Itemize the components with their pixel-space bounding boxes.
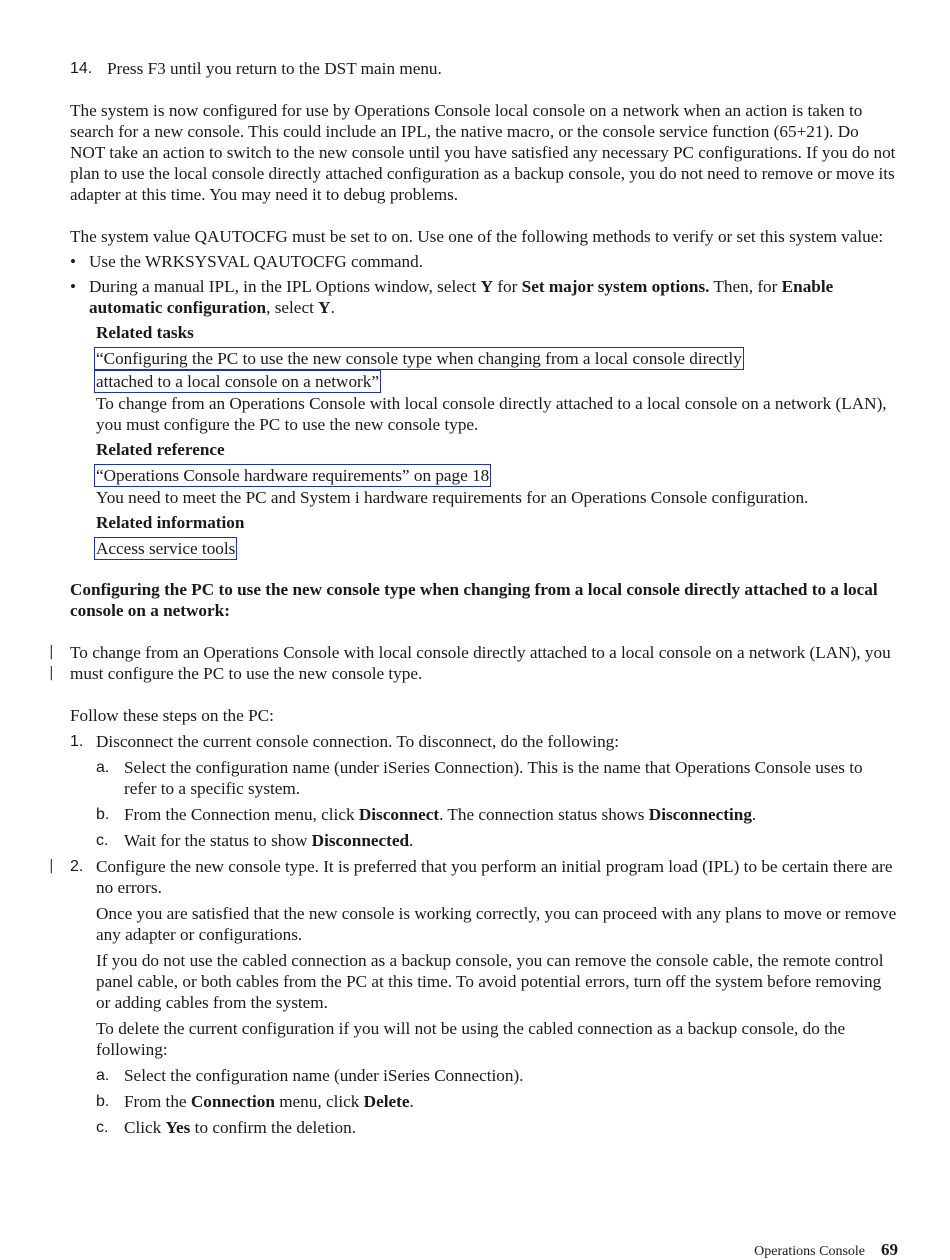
- list-item: [70, 731, 898, 851]
- related-information-link[interactable]: Access service tools: [96, 539, 236, 558]
- intro-paragraph: | | To change from an Operations Console with local console directly attached to a local console on a network (LAN), you must configure the PC to use the new console type.: [49, 643, 891, 683]
- follow-steps-text: Follow these steps on the PC:: [70, 706, 274, 725]
- related-task-link[interactable]: “Configuring the PC to use the new console type when changing from a local console directly attached to a local console on a network”: [96, 349, 742, 391]
- sub-step: c. Wait for the status to show Disconnected.: [96, 831, 414, 850]
- step-text: Press F3 until you return to the DST main menu.: [107, 59, 442, 78]
- step-number: 1.: [70, 733, 84, 750]
- paragraph-configured: The system is now configured for use by Operations Console local console on a network when an action is taken to search for a new console. This could include an IPL, the native macro, or the console service function (65+21). Do NOT take an action to switch to the new console until you have satisfied any necessary PC configurations. If you do not plan to use the local console directly attached configuration as a backup console, you do not need to remove or move its adapter at this time. You may need it to debug problems.: [70, 101, 896, 204]
- related-task-description: To change from an Operations Console with local console directly attached to a local console on a network (LAN), you must configure the PC to use the new console type.: [96, 394, 887, 434]
- bullet-icon: •: [70, 252, 77, 271]
- sub-step: a. Select the configuration name (under iSeries Connection).: [96, 1066, 524, 1085]
- step-number: 14.: [70, 60, 93, 77]
- footer-title: Operations Console: [754, 1244, 865, 1259]
- related-reference-heading: Related reference: [96, 440, 225, 459]
- step-paragraph: Once you are satisfied that the new console is working correctly, you can proceed with any plans to move or remove any adapter or configurations.: [96, 904, 897, 944]
- paragraph-qautocfg: The system value QAUTOCFG must be set to on. Use one of the following methods to verify or set this system value:: [70, 227, 884, 246]
- step-paragraph: To delete the current configuration if you will not be using the cabled connection as a backup console, do the following:: [96, 1019, 846, 1059]
- list-item: [49, 856, 898, 1138]
- sub-step: b. From the Connection menu, click Disconnect. The connection status shows Disconnecting.: [96, 805, 757, 824]
- page-footer: [754, 1240, 898, 1260]
- step-text: Disconnect the current console connection. To disconnect, do the following:: [96, 732, 620, 751]
- change-bar: |: [49, 665, 54, 681]
- change-bar: |: [49, 858, 54, 874]
- related-links: [96, 322, 898, 560]
- sub-step: a. Select the configuration name (under iSeries Connection). This is the name that Operations Console uses to refer to a specific system.: [96, 758, 863, 798]
- bullet-text: During a manual IPL, in the IPL Options window, select Y for Set major system options. Then, for Enable automatic configuration, select Y.: [89, 277, 834, 317]
- page-body: [49, 58, 898, 1138]
- bullet-item: [70, 251, 898, 272]
- bullet-text: Use the WRKSYSVAL QAUTOCFG command.: [89, 252, 424, 271]
- related-tasks-heading: Related tasks: [96, 323, 194, 342]
- related-reference-link[interactable]: “Operations Console hardware requirements” on page 18: [96, 466, 490, 485]
- bullet-icon: •: [70, 277, 77, 296]
- page-number: 69: [881, 1240, 898, 1259]
- bullet-item: [70, 276, 898, 318]
- sub-step: b. From the Connection menu, click Delete.: [96, 1092, 414, 1111]
- section-heading: Configuring the PC to use the new console type when changing from a local console directly attached to a local console on a network:: [70, 580, 878, 620]
- related-information-heading: Related information: [96, 513, 245, 532]
- step-text: Configure the new console type. It is preferred that you perform an initial program load (IPL) to be certain there are no errors.: [96, 857, 893, 897]
- related-reference-description: You need to meet the PC and System i hardware requirements for an Operations Console configuration.: [96, 488, 809, 507]
- sub-step: c. Click Yes to confirm the deletion.: [96, 1118, 356, 1137]
- step-number: 2.: [70, 858, 84, 875]
- step-paragraph: If you do not use the cabled connection as a backup console, you can remove the console cable, the remote control panel cable, or both cables from the PC at this time. To avoid potential errors, turn off the system before removing or adding cables from the system.: [96, 951, 884, 1012]
- step-14: [70, 58, 898, 79]
- change-bar: |: [49, 644, 54, 660]
